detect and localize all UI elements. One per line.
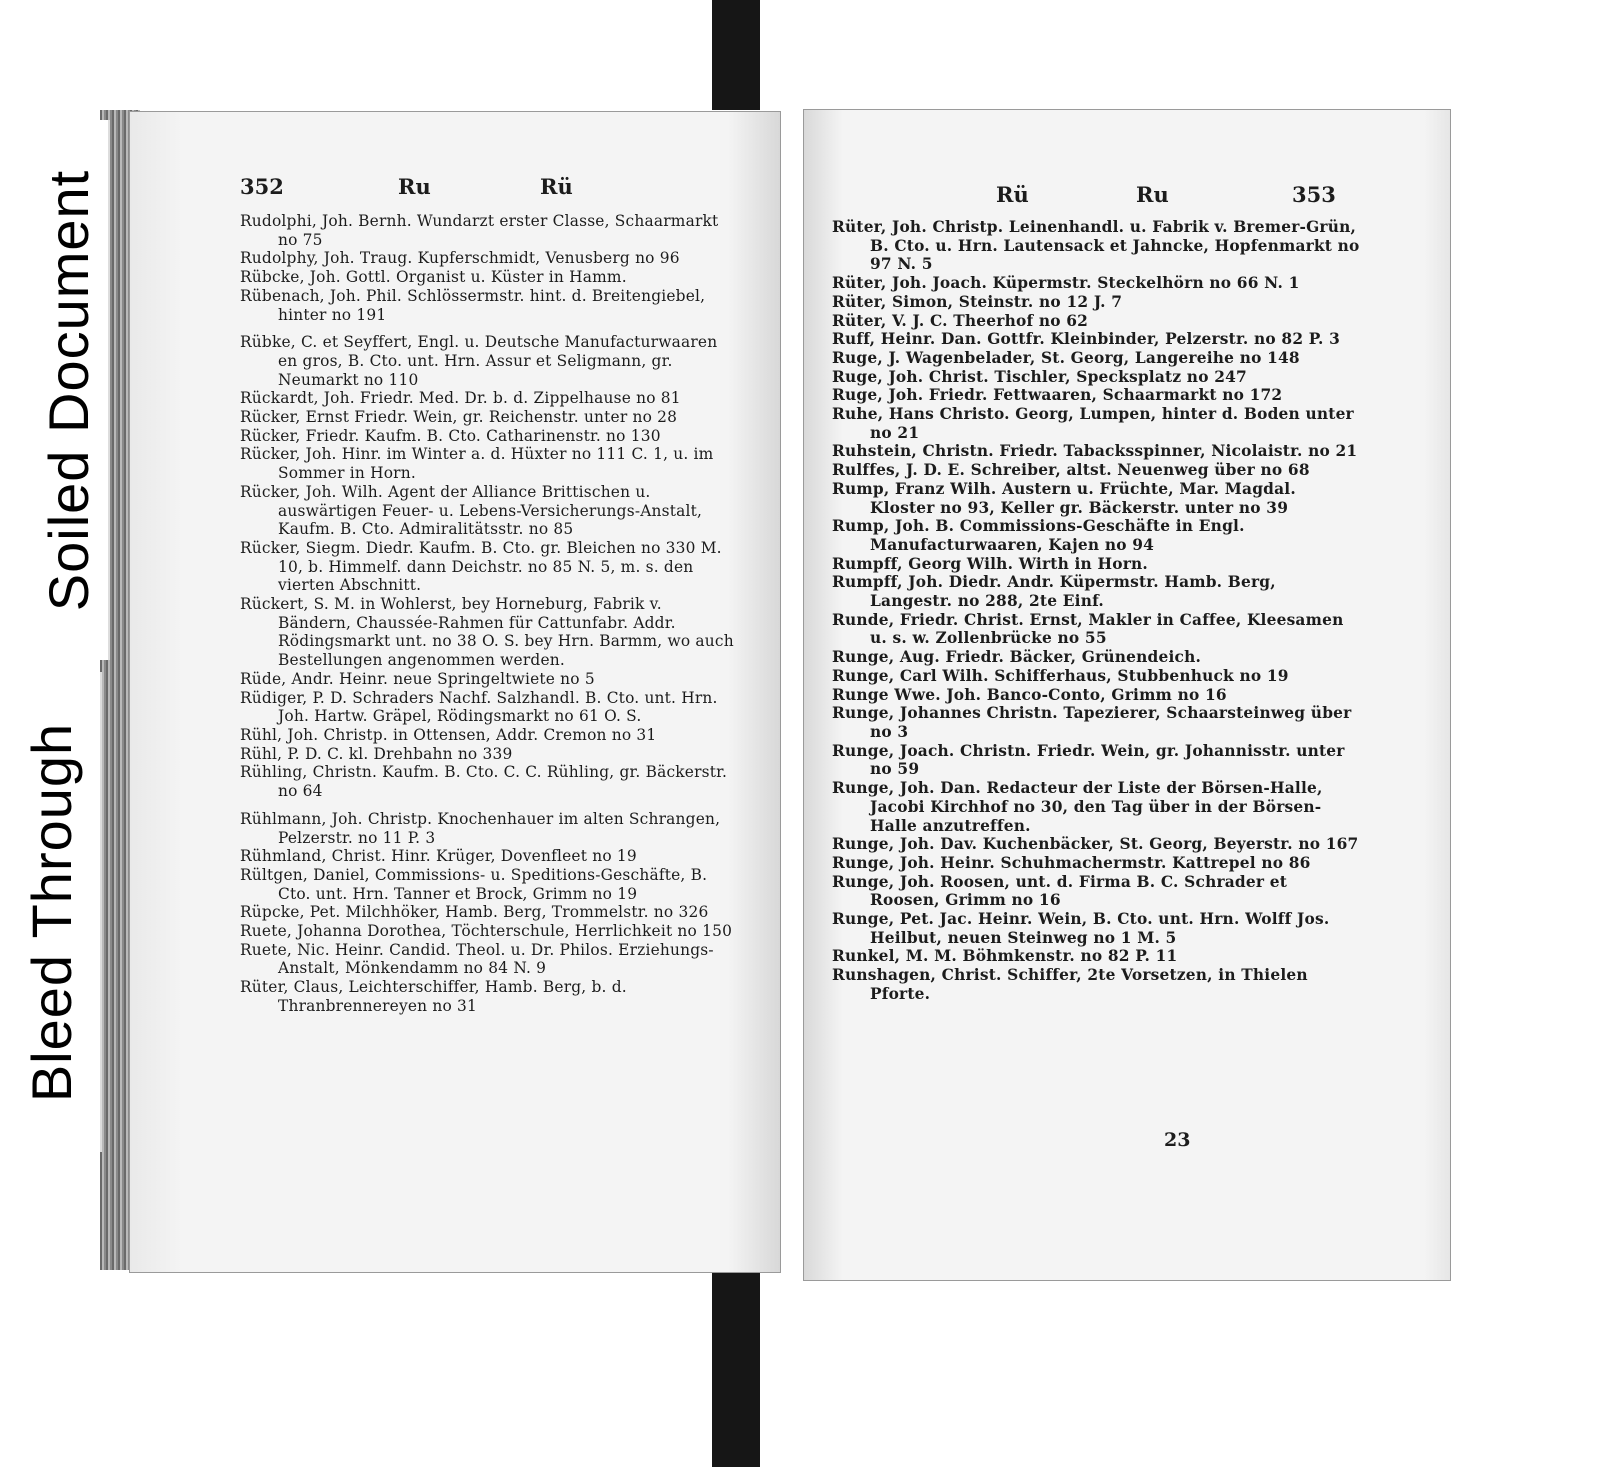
directory-entry: Runge, Carl Wilh. Schifferhaus, Stubbenhuck no 19 xyxy=(832,666,1289,685)
directory-entry: Rühmland, Christ. Hinr. Krüger, Dovenfleet no 19 xyxy=(240,847,637,866)
directory-entry: Ruhstein, Christn. Friedr. Tabacksspinner, Nicolaistr. no 21 xyxy=(832,442,1358,461)
left-entry-list xyxy=(240,212,740,1016)
right-running-head xyxy=(804,182,1450,212)
directory-entry: Rücker, Friedr. Kaufm. B. Cto. Catharinenstr. no 130 xyxy=(240,426,661,445)
directory-entry: Rühling, Christn. Kaufm. B. Cto. C. C. Rühling, gr. Bäckerstr. no 64 xyxy=(240,763,728,801)
directory-entry: Rüdiger, P. D. Schraders Nachf. Salzhandl. B. Cto. unt. Hrn. Joh. Hartw. Gräpel, Rödingsmarkt no 61 O. S. xyxy=(240,688,718,726)
directory-entry: Runge, Joh. Dan. Redacteur der Liste der Börsen-Halle, Jacobi Kirchhof no 30, den Tag über in der Börsen-Halle anzutreffen. xyxy=(832,779,1323,835)
directory-entry: Ruge, Joh. Friedr. Fettwaaren, Schaarmarkt no 172 xyxy=(832,386,1283,405)
directory-entry: Rudolphy, Joh. Traug. Kupferschmidt, Venusberg no 96 xyxy=(240,249,680,268)
directory-entry: Rulffes, J. D. E. Schreiber, altst. Neuenweg über no 68 xyxy=(832,461,1310,480)
directory-entry: Runge, Aug. Friedr. Bäcker, Grünendeich. xyxy=(832,648,1202,667)
directory-entry: Rumpff, Joh. Diedr. Andr. Küpermstr. Hamb. Berg, Langestr. no 288, 2te Einf. xyxy=(832,573,1276,611)
directory-entry: Runge Wwe. Joh. Banco-Conto, Grimm no 16 xyxy=(832,685,1227,704)
right-page-number: 353 xyxy=(1292,182,1336,207)
directory-entry: Rumpff, Georg Wilh. Wirth in Horn. xyxy=(832,554,1148,573)
directory-entry: Rump, Joh. B. Commissions-Geschäfte in Engl. Manufacturwaaren, Kajen no 94 xyxy=(832,517,1245,554)
directory-entry: Rückert, S. M. in Wohlerst, bey Horneburg, Fabrik v. Bändern, Chaussée-Rahmen für Cattunfabr. Addr. Rödingsmarkt unt. no 38 O. S. bey Hrn. Barmm, wo auch Bestellungen angenommen werden. xyxy=(240,595,734,670)
bleed-through-text: Bleed Through xyxy=(20,722,84,1102)
directory-entry: Ruete, Johanna Dorothea, Töchterschule, Herrlichkeit no 150 xyxy=(240,922,733,941)
directory-entry: Ruff, Heinr. Dan. Gottfr. Kleinbinder, Pelzerstr. no 82 P. 3 xyxy=(832,330,1341,349)
directory-entry: Rücker, Joh. Hinr. im Winter a. d. Hüxter no 111 C. 1, u. im Sommer in Horn. xyxy=(240,445,714,483)
spine-strip-bottom xyxy=(712,1268,760,1467)
directory-entry: Rüter, Claus, Leichterschiffer, Hamb. Berg, b. d. Thranbrennereyen no 31 xyxy=(240,978,627,1015)
soiled-document-label xyxy=(30,120,110,660)
directory-entry: Rültgen, Daniel, Commissions- u. Speditions-Geschäfte, B. Cto. unt. Hrn. Tanner et Brock, Grimm no 19 xyxy=(240,865,708,903)
directory-entry: Rübke, C. et Seyffert, Engl. u. Deutsche Manufacturwaaren en gros, B. Cto. unt. Hrn. Assur et Seligmann, gr. Neumarkt no 110 xyxy=(240,333,718,389)
right-headword-1: Rü xyxy=(996,182,1029,207)
directory-entry: Rudolphi, Joh. Bernh. Wundarzt erster Classe, Schaarmarkt no 75 xyxy=(240,212,719,249)
directory-entry: Rump, Franz Wilh. Austern u. Früchte, Mar. Magdal. Kloster no 93, Keller gr. Bäckerstr. unter no 39 xyxy=(832,479,1296,517)
left-running-head xyxy=(130,174,780,204)
left-page xyxy=(130,112,780,1272)
directory-entry: Runge, Joh. Roosen, unt. d. Firma B. C. Schrader et Roosen, Grimm no 16 xyxy=(832,872,1288,910)
directory-entry: Ruge, J. Wagenbelader, St. Georg, Langereihe no 148 xyxy=(832,348,1300,367)
directory-entry: Rücker, Joh. Wilh. Agent der Alliance Brittischen u. auswärtigen Feuer- u. Lebens-Versicherungs-Anstalt, Kaufm. B. Cto. Admiralitätsstr. no 85 xyxy=(240,482,703,539)
directory-entry: Rübenach, Joh. Phil. Schlössermstr. hint. d. Breitengiebel, hinter no 191 xyxy=(240,286,706,324)
right-entry-list xyxy=(832,218,1362,1004)
directory-entry: Rückardt, Joh. Friedr. Med. Dr. b. d. Zippelhause no 81 xyxy=(240,389,681,408)
directory-entry: Runge, Pet. Jac. Heinr. Wein, B. Cto. unt. Hrn. Wolff Jos. Heilbut, neuen Steinweg no 1 M. 5 xyxy=(832,910,1330,947)
directory-entry: Runkel, M. M. Böhmkenstr. no 82 P. 11 xyxy=(832,947,1178,966)
directory-entry: Rüpcke, Pet. Milchhöker, Hamb. Berg, Trommelstr. no 326 xyxy=(240,903,709,922)
directory-entry: Rübcke, Joh. Gottl. Organist u. Küster in Hamm. xyxy=(240,268,627,287)
signature-mark: 23 xyxy=(1164,1129,1191,1151)
directory-entry: Rüter, V. J. C. Theerhof no 62 xyxy=(832,311,1089,330)
directory-entry: Rüde, Andr. Heinr. neue Springeltwiete no 5 xyxy=(240,669,595,688)
left-headword-2: Rü xyxy=(540,174,573,199)
directory-entry: Runge, Joach. Christn. Friedr. Wein, gr. Johannisstr. unter no 59 xyxy=(832,741,1345,779)
directory-entry: Ruete, Nic. Heinr. Candid. Theol. u. Dr. Philos. Erziehungs-Anstalt, Mönkendamm no 84 N. 9 xyxy=(240,940,714,978)
directory-entry: Rüter, Joh. Joach. Küpermstr. Steckelhörn no 66 N. 1 xyxy=(832,274,1300,293)
directory-entry: Rüter, Joh. Christp. Leinenhandl. u. Fabrik v. Bremer-Grün, B. Cto. u. Hrn. Lautensack et Jahncke, Hopfenmarkt no 97 N. 5 xyxy=(832,218,1360,274)
directory-entry: Runge, Joh. Heinr. Schuhmachermstr. Kattrepel no 86 xyxy=(832,853,1311,872)
soiled-document-text: Soiled Document xyxy=(37,169,101,611)
directory-entry: Runshagen, Christ. Schiffer, 2te Vorsetzen, in Thielen Pforte. xyxy=(832,966,1308,1003)
left-page-number: 352 xyxy=(240,174,284,199)
directory-entry: Runde, Friedr. Christ. Ernst, Makler in Caffee, Kleesamen u. s. w. Zollenbrücke no 55 xyxy=(832,610,1344,648)
left-headword-1: Ru xyxy=(398,174,431,199)
directory-entry: Runge, Joh. Dav. Kuchenbäcker, St. Georg, Beyerstr. no 167 xyxy=(832,835,1359,854)
right-headword-2: Ru xyxy=(1136,182,1169,207)
directory-entry: Rücker, Siegm. Diedr. Kaufm. B. Cto. gr. Bleichen no 330 M. 10, b. Himmelf. dann Deichstr. no 85 N. 5, m. s. den vierten Abschnitt. xyxy=(240,538,722,595)
directory-entry: Ruge, Joh. Christ. Tischler, Specksplatz no 247 xyxy=(832,367,1247,386)
right-page xyxy=(804,110,1450,1280)
directory-entry: Rühl, P. D. C. kl. Drehbahn no 339 xyxy=(240,744,513,763)
directory-entry: Rühlmann, Joh. Christp. Knochenhauer im alten Schrangen, Pelzerstr. no 11 P. 3 xyxy=(240,809,721,847)
directory-entry: Rücker, Ernst Friedr. Wein, gr. Reichenstr. unter no 28 xyxy=(240,408,678,427)
directory-entry: Runge, Johannes Christn. Tapezierer, Schaarsteinweg über no 3 xyxy=(832,704,1352,741)
directory-entry: Rüter, Simon, Steinstr. no 12 J. 7 xyxy=(832,292,1123,311)
bleed-through-label xyxy=(4,672,102,1152)
spine-strip-top xyxy=(712,0,760,110)
directory-entry: Rühl, Joh. Christp. in Ottensen, Addr. Cremon no 31 xyxy=(240,725,657,744)
directory-entry: Ruhe, Hans Christo. Georg, Lumpen, hinter d. Boden unter no 21 xyxy=(832,405,1354,442)
